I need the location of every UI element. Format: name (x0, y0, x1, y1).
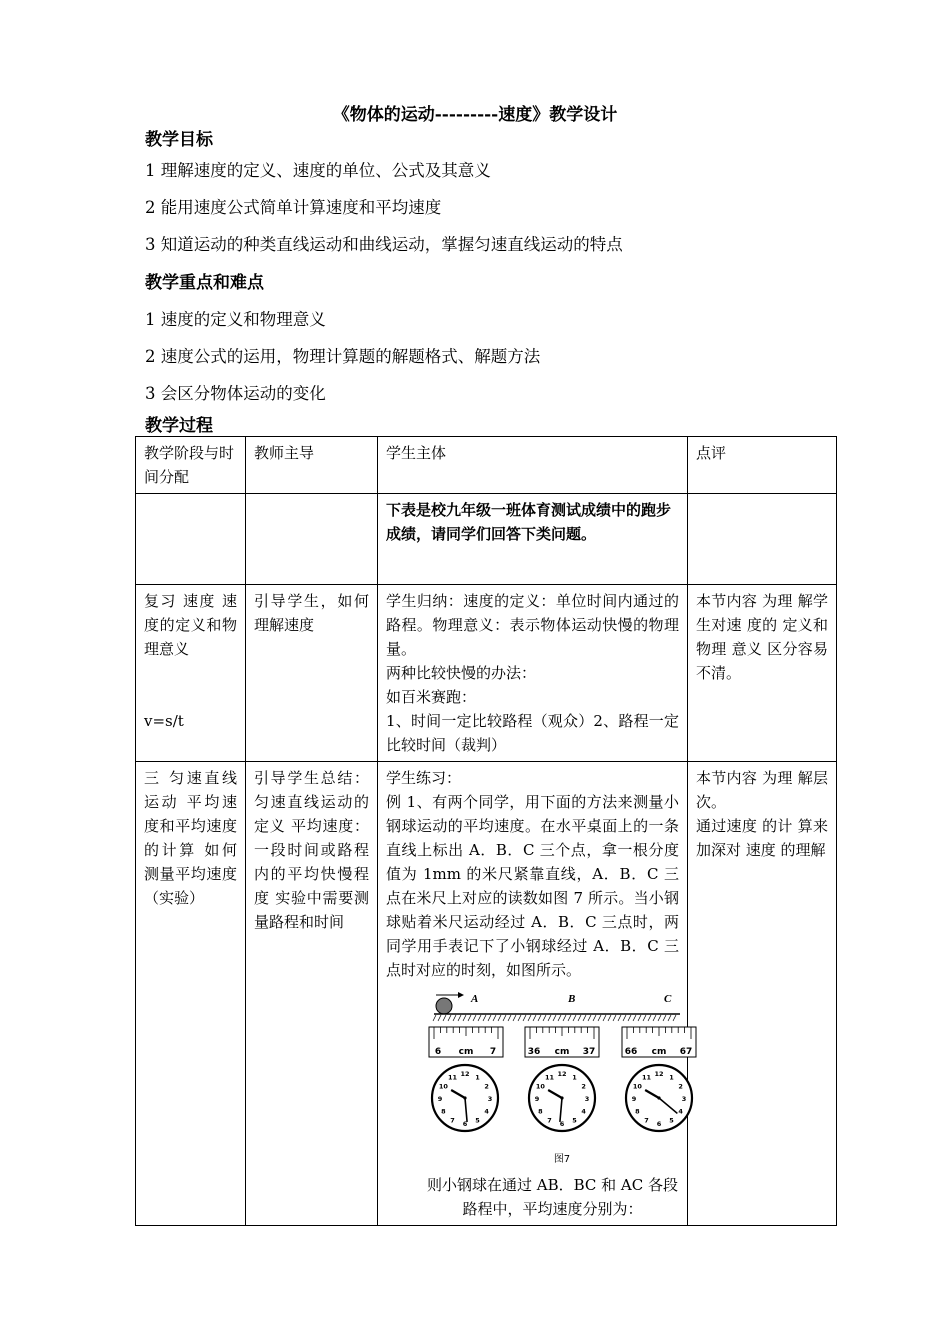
hatch-line (448, 1015, 451, 1021)
hatch-line (438, 1015, 441, 1021)
teacher-cell: 引导学生，如何理解速度 (246, 585, 378, 762)
ruler-label: 67 (679, 1047, 693, 1057)
hatch-line (543, 1015, 546, 1021)
comment-cell: 本节内容 为理 解学生对速 度的 定义和物理 意义 区分容易不清。 (688, 585, 837, 762)
table-row (136, 585, 837, 762)
clock-number: 4 (484, 1107, 489, 1116)
ruler-label: 36 (527, 1047, 541, 1057)
clock-number: 7 (547, 1116, 552, 1125)
ruler (429, 1027, 503, 1057)
stage-text: 复习 速度 速度的定义和物理意义 (144, 592, 237, 658)
steel-ball (436, 998, 452, 1014)
surface-hatching (433, 1015, 676, 1021)
key-item: 1 速度的定义和物理意义 (145, 310, 326, 329)
question-text: 则小钢球在通过 AB．BC 和 AC 各段路程中，平均速度分别为： (426, 1176, 679, 1218)
hatch-line (483, 1015, 486, 1021)
goals-heading: 教学目标 (145, 130, 213, 150)
hatch-line (648, 1015, 651, 1021)
clock-number: 8 (538, 1107, 543, 1116)
clock-number: 8 (635, 1107, 640, 1116)
ruler-label: cm (651, 1047, 667, 1057)
hatch-line (588, 1015, 591, 1021)
student-text: 两种比较快慢的办法： (386, 664, 537, 682)
arrow-head (458, 992, 464, 998)
stopwatch-clock (626, 1065, 692, 1131)
clock-number: 10 (632, 1082, 642, 1091)
clock-number: 3 (584, 1095, 590, 1103)
formula-text: v=s/t (144, 712, 184, 730)
clock-center (463, 1096, 466, 1099)
hatch-line (453, 1015, 456, 1021)
clock-number: 12 (654, 1070, 664, 1078)
hatch-line (603, 1015, 606, 1021)
hatch-line (578, 1015, 581, 1021)
clock-number: 2 (678, 1082, 683, 1091)
hatch-line (663, 1015, 666, 1021)
ruler-label: cm (458, 1047, 474, 1057)
key-item: 2 速度公式的运用，物理计算题的解题格式、解题方法 (145, 347, 541, 366)
clock-number: 3 (681, 1095, 687, 1103)
example-text: 例 1、有两个同学，用下面的方法来测量小钢球运动的平均速度。在水平桌面上的一条直线上标出 A．B．C 三个点，拿一根分度值为 1mm 的米尺紧靠直线，A．B．C 三点在米尺上对应的读数如图 7 所示。当小钢球贴着米尺运动经过 A．B．C 三点时，两同学用手表记下了小钢球经过 A．B．C 三点时对应的时刻，如图所示。 (386, 793, 679, 979)
hatch-line (458, 1015, 461, 1021)
hatch-line (498, 1015, 501, 1021)
clock-number: 10 (535, 1082, 545, 1091)
ruler (622, 1027, 696, 1057)
hatch-line (608, 1015, 611, 1021)
clock-number: 6 (656, 1120, 662, 1128)
hatch-line (528, 1015, 531, 1021)
hatch-line (523, 1015, 526, 1021)
hatch-line (658, 1015, 661, 1021)
hatch-line (573, 1015, 576, 1021)
hatch-line (463, 1015, 466, 1021)
table-row (136, 762, 837, 1226)
header-cell: 学生主体 (378, 437, 688, 494)
hatch-line (558, 1015, 561, 1021)
hatch-line (518, 1015, 521, 1021)
clock-number: 9 (631, 1095, 637, 1103)
clock-number: 11 (544, 1073, 555, 1082)
ruler (525, 1027, 599, 1057)
stage-cell (136, 585, 246, 762)
hatch-line (633, 1015, 636, 1021)
clock-number: 10 (438, 1082, 448, 1091)
student-cell (378, 585, 688, 762)
header-cell: 点评 (688, 437, 837, 494)
hatch-line (628, 1015, 631, 1021)
comment-text: 通过速度 的计 算来加深对 速度 的理解 (696, 817, 828, 859)
key-heading: 教学重点和难点 (145, 273, 264, 293)
stage-cell: 三 匀速直线运动 平均速度和平均速度的计算 如何测量平均速度（实验） (136, 762, 246, 1226)
clock-number: 9 (437, 1095, 443, 1103)
student-text: 学生练习： (386, 769, 462, 787)
hatch-line (593, 1015, 596, 1021)
key-item: 3 会区分物体运动的变化 (145, 384, 326, 403)
hatch-line (668, 1015, 671, 1021)
student-text: 1、时间一定比较路程（观众）2、路程一定比较时间（裁判） (386, 712, 679, 754)
hatch-line (538, 1015, 541, 1021)
clock-number: 1 (572, 1073, 577, 1082)
clock-number: 12 (460, 1070, 470, 1078)
hatch-line (638, 1015, 641, 1021)
goal-item: 1 理解速度的定义、速度的单位、公式及其意义 (145, 161, 491, 180)
student-cell (378, 762, 693, 1226)
goal-item: 3 知道运动的种类直线运动和曲线运动，掌握匀速直线运动的特点 (145, 235, 623, 254)
clock-number: 1 (669, 1073, 674, 1082)
hatch-line (443, 1015, 446, 1021)
clock-number: 2 (581, 1082, 586, 1091)
hatch-line (553, 1015, 556, 1021)
clock-number: 6 (462, 1120, 468, 1128)
hatch-line (503, 1015, 506, 1021)
table-row (136, 494, 837, 585)
stopwatch-clocks (432, 1065, 692, 1131)
clock-number: 3 (487, 1095, 493, 1103)
comment-cell (688, 762, 837, 1226)
point-label-a: A (471, 993, 479, 1005)
hatch-line (433, 1015, 436, 1021)
hatch-line (473, 1015, 476, 1021)
ruler-label: 37 (582, 1047, 596, 1057)
teacher-cell: 引导学生总结：匀速直线运动的定义 平均速度：一段时间或路程内的平均快慢程度 实验中需要测量路程和时间 (246, 762, 378, 1226)
clock-number: 6 (559, 1120, 565, 1128)
table-header-row (136, 437, 837, 494)
student-text: 如百米赛跑： (386, 688, 477, 706)
clock-number: 2 (484, 1082, 489, 1091)
clock-number: 7 (644, 1116, 649, 1125)
clock-number: 5 (572, 1116, 577, 1125)
hatch-line (623, 1015, 626, 1021)
hatch-line (613, 1015, 616, 1021)
ruler-label: 6 (434, 1047, 442, 1057)
hatch-line (493, 1015, 496, 1021)
comment-text: 本节内容 为理 解层次。 (696, 769, 828, 811)
ruler-label: 66 (624, 1047, 638, 1057)
student-text: 学生归纳：速度的定义：单位时间内通过的路程。物理意义：表示物体运动快慢的物理量。 (386, 592, 679, 658)
header-cell: 教学阶段与时间分配 (136, 437, 246, 494)
goal-item: 2 能用速度公式简单计算速度和平均速度 (145, 198, 442, 217)
clock-number: 4 (581, 1107, 586, 1116)
hatch-line (583, 1015, 586, 1021)
header-cell: 教师主导 (246, 437, 378, 494)
clock-number: 9 (534, 1095, 540, 1103)
figure-7 (386, 988, 693, 1173)
clock-number: 4 (678, 1107, 683, 1116)
clock-center (657, 1096, 660, 1099)
figure-caption: 图7 (553, 1154, 571, 1165)
stopwatch-clock (432, 1065, 498, 1131)
hatch-line (568, 1015, 571, 1021)
clock-number: 7 (450, 1116, 455, 1125)
hatch-line (533, 1015, 536, 1021)
experiment-figure (386, 988, 693, 1166)
point-label-c: C (664, 993, 672, 1005)
clock-number: 11 (641, 1073, 652, 1082)
process-heading: 教学过程 (145, 416, 213, 436)
process-table (135, 436, 837, 1226)
hatch-line (618, 1015, 621, 1021)
intro-question: 下表是校九年级一班体育测试成绩中的跑步成绩，请同学们回答下类问题。 (378, 494, 688, 585)
hatch-line (563, 1015, 566, 1021)
hatch-line (478, 1015, 481, 1021)
hatch-line (508, 1015, 511, 1021)
point-label-b: B (568, 993, 576, 1005)
clock-number: 12 (557, 1070, 567, 1078)
hatch-line (643, 1015, 646, 1021)
hatch-line (598, 1015, 601, 1021)
hatch-line (653, 1015, 656, 1021)
page-title: 《物体的运动---------速度》教学设计 (332, 105, 618, 125)
clock-number: 8 (441, 1107, 446, 1116)
rulers (429, 1027, 696, 1057)
ruler-label: 7 (489, 1047, 497, 1057)
hatch-line (468, 1015, 471, 1021)
clock-center (560, 1096, 563, 1099)
clock-number: 5 (475, 1116, 480, 1125)
clock-number: 5 (669, 1116, 674, 1125)
ruler-label: cm (554, 1047, 570, 1057)
stopwatch-clock (529, 1065, 595, 1131)
hatch-line (548, 1015, 551, 1021)
hatch-line (488, 1015, 491, 1021)
hatch-line (513, 1015, 516, 1021)
clock-number: 1 (475, 1073, 480, 1082)
clock-number: 11 (447, 1073, 458, 1082)
hatch-line (673, 1015, 676, 1021)
